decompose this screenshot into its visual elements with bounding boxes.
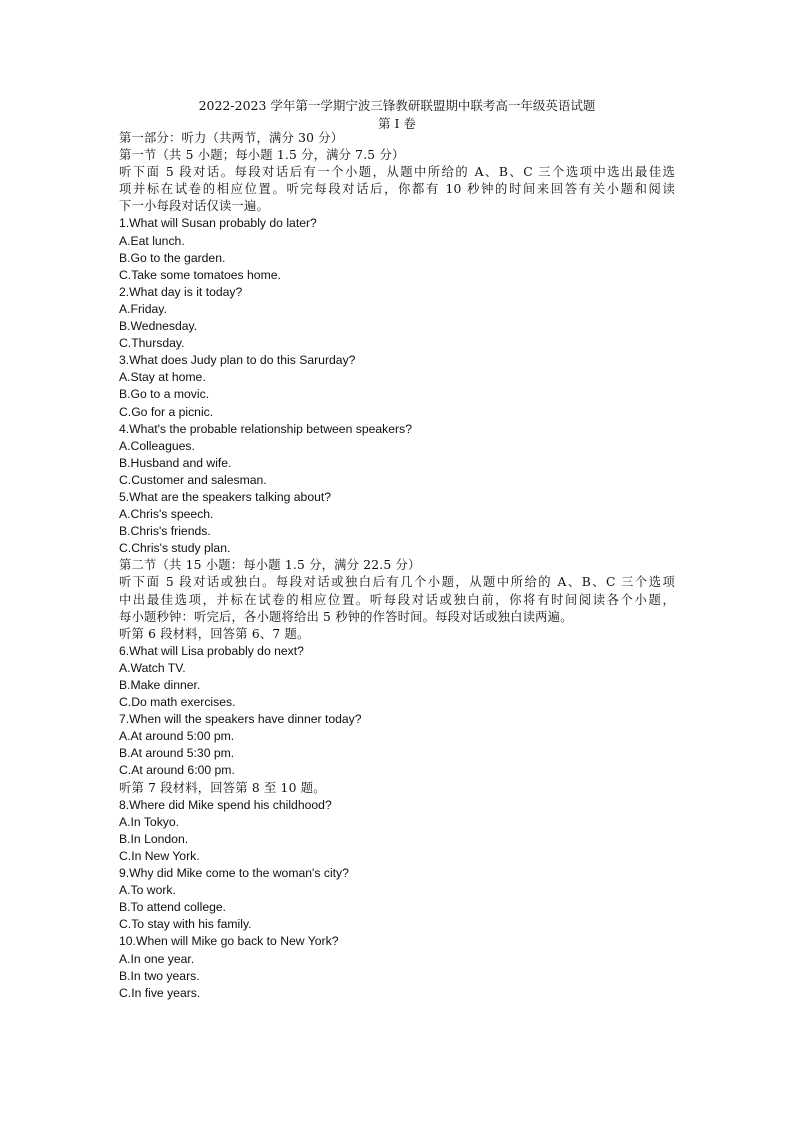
question-line: 4.What's the probable relationship between speakers? [119, 421, 412, 436]
option-line: A.To work. [119, 883, 176, 898]
option-line: B.In two years. [119, 968, 200, 983]
question-line: 6.What will Lisa probably do next? [119, 643, 304, 658]
option-line: C.Customer and salesman. [119, 472, 267, 487]
option-line: B.Go to the garden. [119, 250, 226, 265]
option-line: C.Thursday. [119, 336, 185, 351]
instruction-line: 听下面 5 段对话或独白。每段对话或独白后有几个小题，从题中所给的 A、B、C 三个选项 [119, 575, 675, 590]
option-line: C.Take some tomatoes home. [119, 267, 281, 282]
option-line: B.To attend college. [119, 900, 227, 915]
option-line: B.At around 5:30 pm. [119, 746, 235, 761]
option-line: A.Chris's speech. [119, 507, 214, 522]
section-heading: 第二节（共 15 小题：每小题 1.5 分，满分 22.5 分） [119, 558, 421, 573]
option-line: C.At around 6:00 pm. [119, 763, 235, 778]
section-heading: 第一节（共 5 小题；每小题 1.5 分，满分 7.5 分） [119, 148, 405, 163]
instruction-line: 项并标在试卷的相应位置。听完每段对话后，你都有 10 秒钟的时间来回答有关小题和阅读 [119, 182, 675, 197]
section-heading: 第一部分：听力（共两节，满分 30 分） [119, 131, 344, 145]
question-line: 9.Why did Mike come to the woman's city? [119, 866, 349, 881]
exam-body [119, 130, 675, 1002]
option-line: A.Watch TV. [119, 660, 186, 675]
option-line: A.In one year. [119, 951, 195, 966]
option-line: B.Chris's friends. [119, 524, 211, 539]
option-line: A.Friday. [119, 301, 167, 316]
option-line: B.Husband and wife. [119, 455, 232, 470]
exam-title: 2022-2023 学年第一学期宁波三锋教研联盟期中联考高一年级英语试题 [198, 98, 596, 113]
option-line: A.Eat lunch. [119, 233, 185, 248]
option-line: A.At around 5:00 pm. [119, 729, 235, 744]
option-line: C.Go for a picnic. [119, 404, 214, 419]
option-line: B.Wednesday. [119, 319, 198, 334]
option-line: B.Make dinner. [119, 678, 201, 692]
option-line: A.Stay at home. [119, 370, 206, 385]
question-line: 7.When will the speakers have dinner today? [119, 712, 362, 727]
question-line: 5.What are the speakers talking about? [119, 489, 332, 504]
question-line: 8.Where did Mike spend his childhood? [119, 797, 332, 812]
material-instruction: 听第 7 段材料，回答第 8 至 10 题。 [119, 780, 326, 795]
option-line: B.Go to a movic. [119, 387, 210, 402]
instruction-line: 每小题秒钟：听完后，各小题将给出 5 秒钟的作答时间。每段对话或独白读两遍。 [119, 609, 573, 624]
option-line: C.In five years. [119, 985, 201, 1000]
instruction-line: 下一小每段对话仅读一遍。 [119, 199, 269, 214]
question-line: 2.What day is it today? [119, 284, 243, 299]
exam-volume-label: 第 I 卷 [378, 116, 416, 131]
option-line: C.In New York. [119, 848, 200, 863]
question-line: 1.What will Susan probably do later? [119, 216, 317, 231]
option-line: A.Colleagues. [119, 438, 195, 453]
option-line: A.In Tokyo. [119, 814, 180, 829]
option-line: C.Do math exercises. [119, 695, 236, 710]
question-line: 3.What does Judy plan to do this Sarurday? [119, 353, 356, 368]
instruction-line: 中出最佳选项，并标在试卷的相应位置。听每段对话或独白前，你将有时间阅读各个小题， [119, 592, 675, 607]
option-line: C.To stay with his family. [119, 917, 252, 932]
option-line: B.In London. [119, 831, 189, 846]
material-instruction: 听第 6 段材料，回答第 6、7 题。 [119, 626, 310, 641]
instruction-line: 听下面 5 段对话。每段对话后有一个小题，从题中所给的 A、B、C 三个选项中选出最佳选 [119, 165, 675, 180]
option-line: C.Chris's study plan. [119, 541, 231, 556]
question-line: 10.When will Mike go back to New York? [119, 934, 339, 949]
